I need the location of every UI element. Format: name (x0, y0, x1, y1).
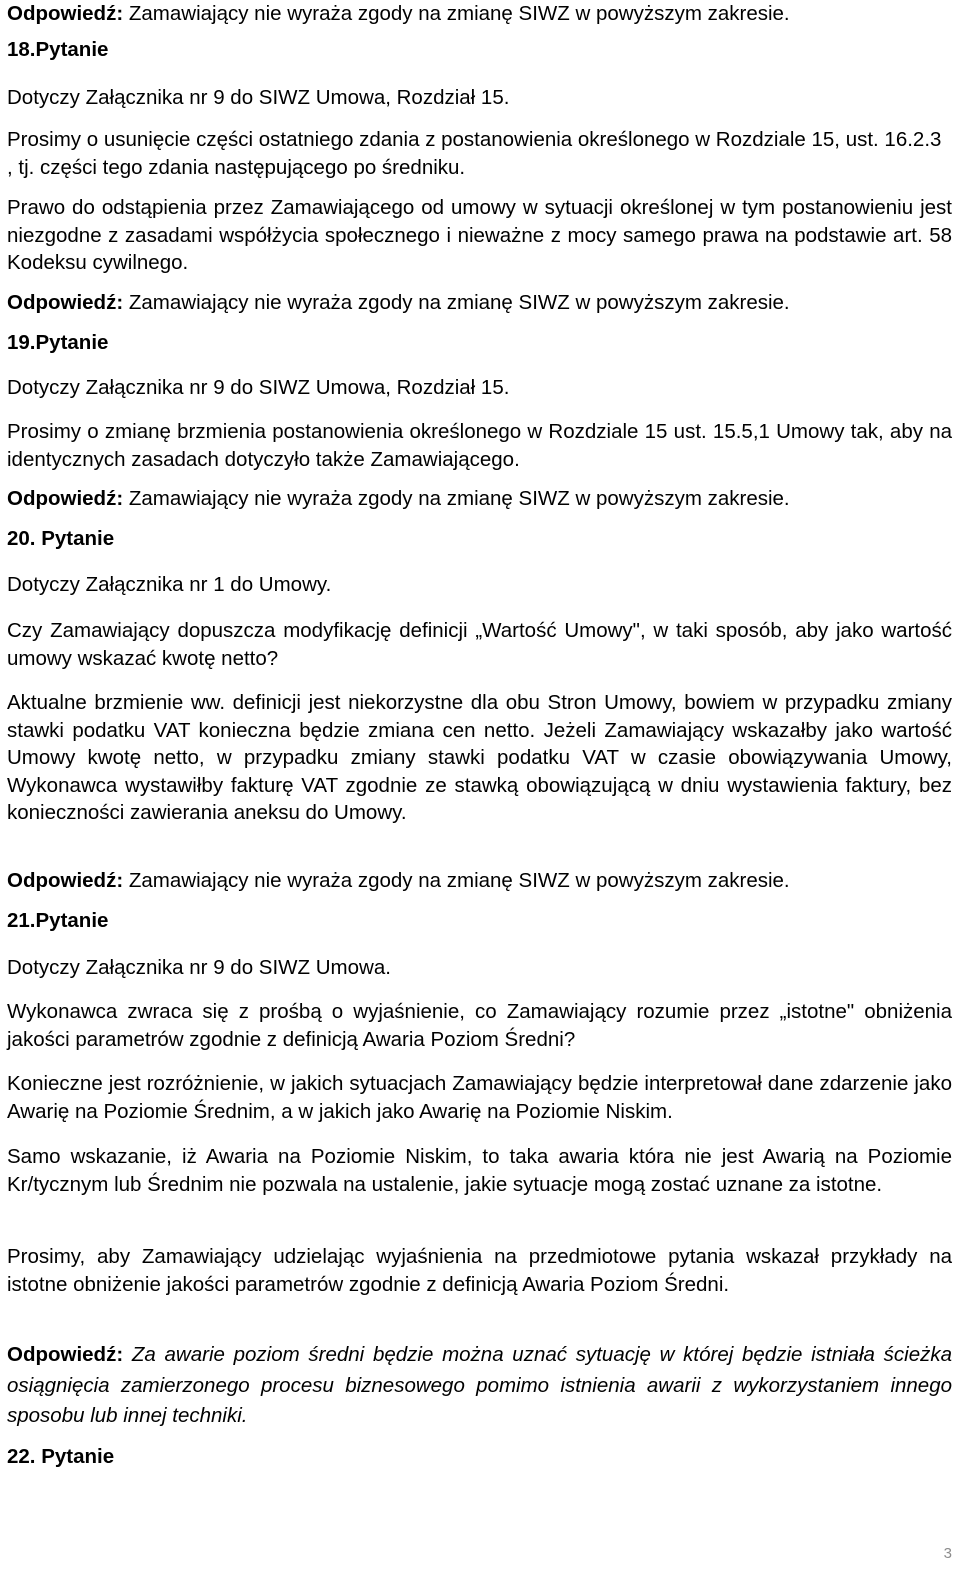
question-reference: Dotyczy Załącznika nr 9 do SIWZ Umowa, Rozdział 15. (7, 376, 510, 399)
answer-text: Zamawiający nie wyraża zgody na zmianę SIWZ w powyższym zakresie. (128, 291, 790, 314)
question-title: Pytanie (35, 331, 109, 354)
question-text: Prosimy o usunięcie części ostatniego zdania z postanowienia określonego w Rozdziale 15, ust. 16.2.3 , tj. części tego zdania następującego po średniku. (7, 128, 942, 179)
question-title: Pytanie (35, 527, 115, 550)
question-justification: Aktualne brzmienie ww. definicji jest niekorzystne dla obu Stron Umowy, bowiem w przypadku zmiany stawki podatku VAT konieczna będzie zmiana cen netto. Jeżeli Zamawiający wskazałby jako wartość Umowy kwotę netto, w przypadku zmiany stawki podatku VAT w czasie obowiązywania Umowy, Wykonawca wystawiłby fakturę VAT zgodnie ze stawką obowiązującą w dniu wystawienia faktury, bez konieczności zawierania aneksu do Umowy. (7, 691, 952, 824)
question-title: Pytanie (35, 1445, 115, 1468)
answer-label: Odpowiedź: (7, 291, 124, 314)
answer-paragraph (7, 485, 952, 513)
answer-label: Odpowiedź: (7, 869, 124, 892)
question-heading-22 (7, 1443, 952, 1471)
question-justification: Konieczne jest rozróżnienie, w jakich sytuacjach Zamawiający będzie interpretował dane zdarzenie jako Awarię na Poziomie Średnim, a w jakich jako Awarię na Poziomie Niskim. (7, 1072, 952, 1123)
question-justification: Prosimy, aby Zamawiający udzielając wyjaśnienia na przedmiotowe pytania wskazał przykłady na istotne obniżenie jakości parametrów zgodnie z definicją Awaria Poziom Średni. (7, 1245, 952, 1296)
question-number: 20. (7, 527, 36, 550)
answer-text: Zamawiający nie wyraża zgody na zmianę SIWZ w powyższym zakresie. (128, 869, 790, 892)
question-number: 19. (7, 331, 36, 354)
question-reference: Dotyczy Załącznika nr 9 do SIWZ Umowa. (7, 956, 391, 979)
question-text: Wykonawca zwraca się z prośbą o wyjaśnienie, co Zamawiający rozumie przez „istotne" obniżenia jakości parametrów zgodnie z definicją Awaria Poziom Średni? (7, 1000, 952, 1051)
page-number: 3 (943, 1545, 952, 1562)
question-heading-18 (7, 36, 952, 64)
question-title: Pytanie (35, 38, 109, 61)
question-heading-20 (7, 525, 952, 553)
answer-label: Odpowiedź: (7, 1343, 124, 1366)
answer-text: Za awarie poziom średni będzie można uznać sytuację w której będzie istniała ścieżka osiągnięcia zamierzonego procesu biznesowego pomimo istnienia awarii z wykorzystaniem innego sposobu lub innej techniki. (7, 1343, 952, 1427)
question-title: Pytanie (35, 909, 109, 932)
answer-paragraph (7, 1340, 952, 1432)
question-heading-19 (7, 329, 952, 357)
question-reference: Dotyczy Załącznika nr 9 do SIWZ Umowa, Rozdział 15. (7, 86, 510, 109)
question-text: Czy Zamawiający dopuszcza modyfikację definicji „Wartość Umowy", w taki sposób, aby jako wartość umowy wskazać kwotę netto? (7, 619, 952, 670)
answer-label: Odpowiedź: (7, 487, 124, 510)
question-number: 18. (7, 38, 36, 61)
question-number: 21. (7, 909, 36, 932)
answer-label: Odpowiedź: (7, 2, 124, 25)
answer-text: Zamawiający nie wyraża zgody na zmianę SIWZ w powyższym zakresie. (128, 487, 790, 510)
question-justification: Prawo do odstąpienia przez Zamawiającego od umowy w sytuacji określonej w tym postanowieniu jest niezgodne z zasadami współżycia społecznego i nieważne z mocy samego prawa na podstawie art. 58 Kodeksu cywilnego. (7, 196, 952, 274)
answer-paragraph (7, 867, 952, 895)
question-reference: Dotyczy Załącznika nr 1 do Umowy. (7, 573, 332, 596)
answer-paragraph (7, 0, 952, 28)
question-number: 22. (7, 1445, 36, 1468)
answer-text: Zamawiający nie wyraża zgody na zmianę SIWZ w powyższym zakresie. (128, 2, 790, 25)
question-heading-21 (7, 907, 952, 935)
question-justification: Samo wskazanie, iż Awaria na Poziomie Niskim, to taka awaria która nie jest Awarią na Poziomie Kr/tycznym lub Średnim nie pozwala na ustalenie, jakie sytuacje mogą zostać uznane za istotne. (7, 1145, 952, 1196)
answer-paragraph (7, 289, 952, 317)
question-text: Prosimy o zmianę brzmienia postanowienia określonego w Rozdziale 15 ust. 15.5,1 Umowy tak, aby na identycznych zasadach dotyczyło także Zamawiającego. (7, 420, 952, 471)
